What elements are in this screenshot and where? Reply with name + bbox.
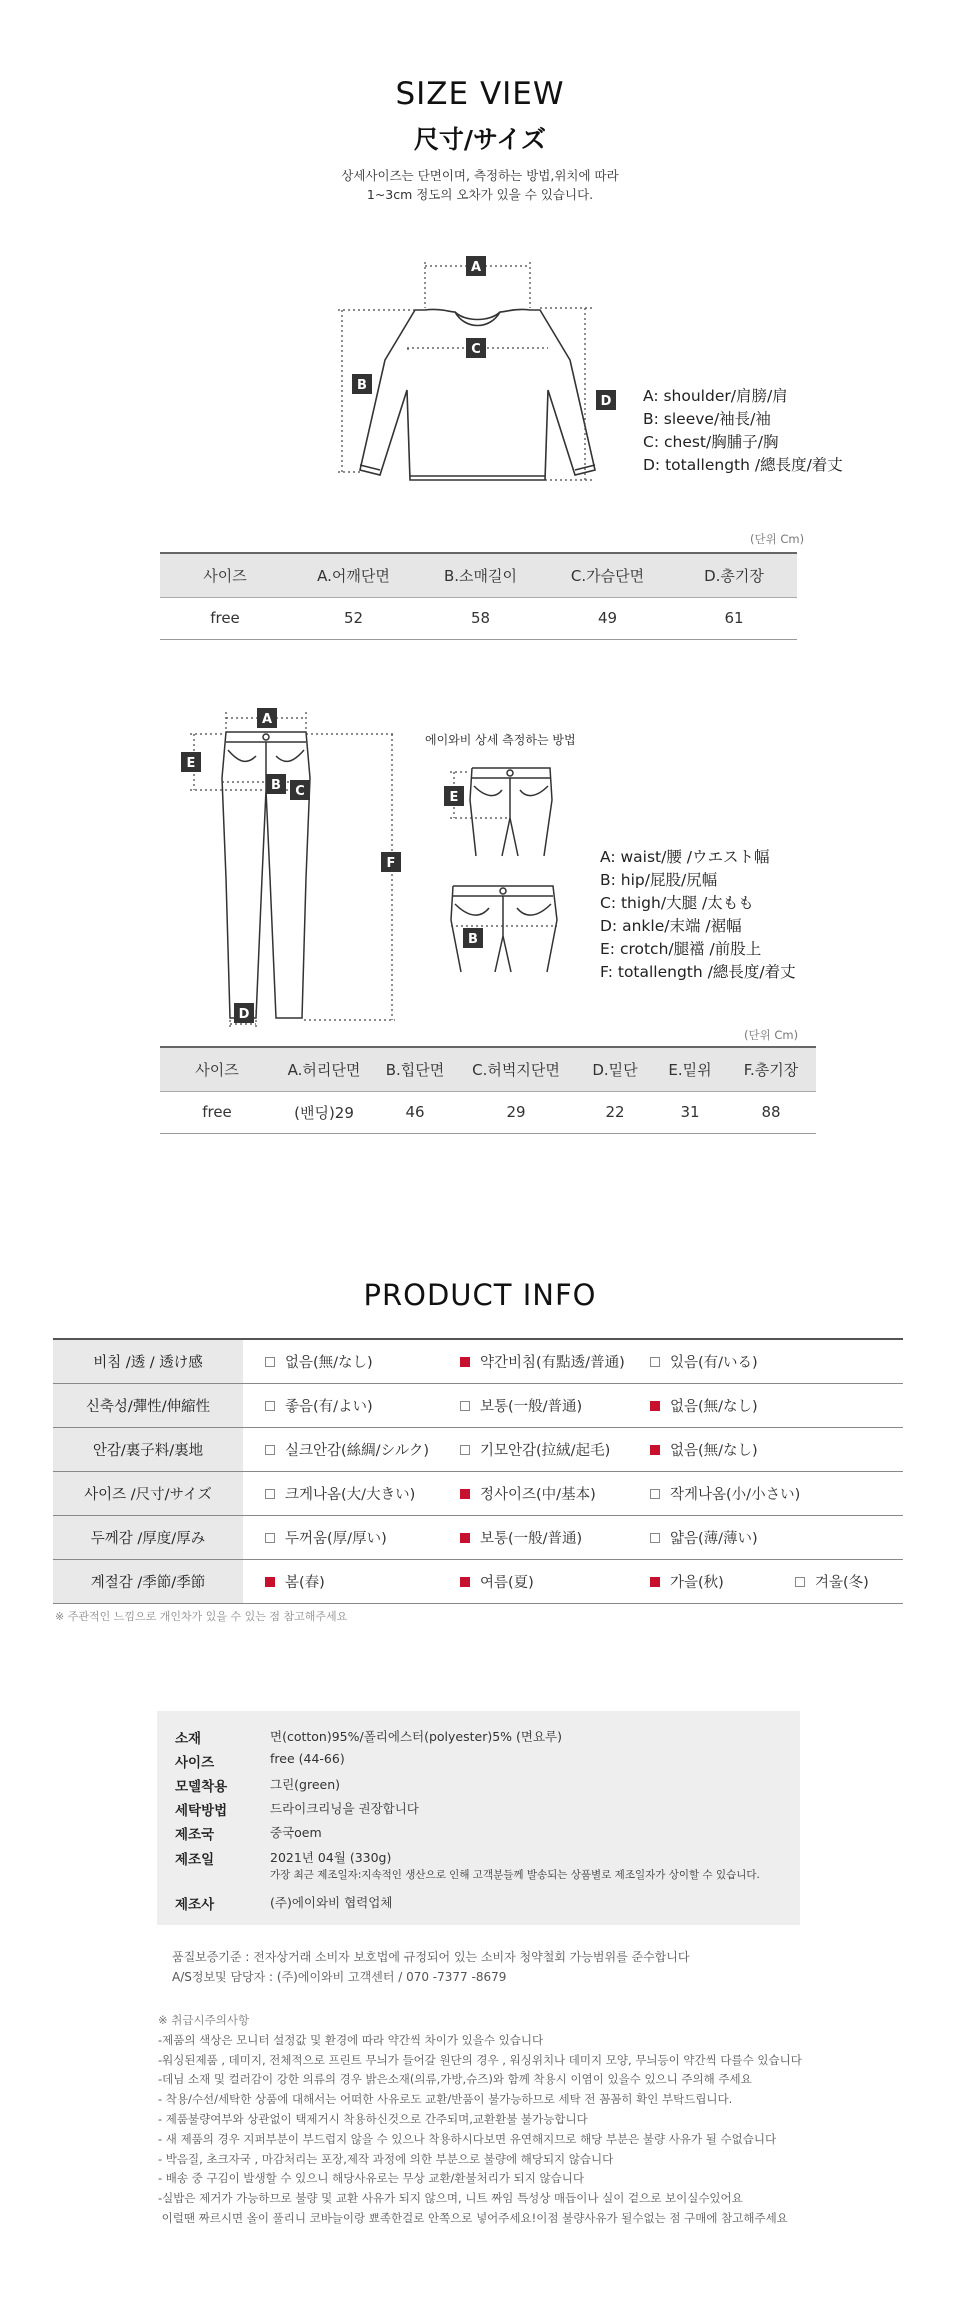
option-label: 약간비침(有點透/普通) [480, 1355, 625, 1371]
product-info-row [53, 1560, 903, 1604]
option-label: 보통(一般/普通) [480, 1531, 583, 1547]
product-info-row [53, 1428, 903, 1472]
care-notes [158, 2011, 802, 2229]
svg-text:E: E [449, 790, 459, 805]
pants-size-table [160, 1046, 816, 1134]
checked-box-icon [460, 1357, 470, 1367]
product-info-label: 두께감 /厚度/厚み [53, 1516, 243, 1559]
detail-marker-e [444, 786, 464, 806]
table-cell: 52 [290, 597, 417, 639]
guarantee-line: 품질보증기준 : 전자상거래 소비자 보호법에 규정되어 있는 소비자 청약철회 가능범위를 준수합니다 [172, 1950, 690, 1964]
table-cell: 61 [671, 597, 797, 639]
option-label: 실크안감(絲綢/シルク) [285, 1443, 430, 1459]
spec-key: 모델착용 [175, 1779, 228, 1795]
pants-marker-a [257, 708, 277, 728]
checked-box-icon [650, 1577, 660, 1587]
svg-text:C: C [471, 342, 481, 357]
product-info-option [265, 1351, 373, 1372]
svg-text:B: B [271, 778, 281, 793]
svg-text:F: F [386, 856, 396, 871]
svg-text:E: E [186, 756, 196, 771]
spec-key: 세탁방법 [175, 1803, 228, 1819]
table-header: 사이즈 [160, 553, 290, 597]
spec-value: 2021년 04월 (330g) [270, 1850, 392, 1865]
guarantee-line: A/S정보및 담당자 : (주)에이와비 고객센터 / 070 -7377 -8679 [172, 1970, 507, 1984]
table-header-row [160, 1047, 816, 1091]
svg-text:D: D [600, 394, 612, 409]
legend-item: B: hip/屁股/尻幅 [600, 871, 718, 889]
product-info-row [53, 1516, 903, 1560]
product-info-option [265, 1483, 415, 1504]
option-label: 작게나옴(小/小さい) [670, 1487, 801, 1503]
svg-text:B: B [357, 378, 367, 393]
product-info-option [650, 1439, 758, 1460]
legend-item: F: totallength /總長度/着丈 [600, 963, 796, 981]
legend-item: C: chest/胸脯子/胸 [643, 433, 779, 451]
product-info-option [265, 1439, 429, 1460]
table-header: A.허리단면 [274, 1047, 374, 1091]
table-cell: 58 [417, 597, 544, 639]
product-info-option [460, 1439, 610, 1460]
top-unit: (단위 Cm) [750, 532, 805, 546]
care-line: -워싱된제품 , 데미지, 전체적으로 프린트 무늬가 들어갈 원단의 경우 , 워싱위치나 데미지 모양, 무늬등이 약간씩 다를수 있습니다 [158, 2052, 802, 2067]
pants-marker-f [381, 852, 401, 872]
spec-row-date [175, 1848, 391, 1868]
legend-item: E: crotch/腿襠 /前股上 [600, 940, 762, 958]
checked-box-icon [650, 1445, 660, 1455]
unchecked-box-icon [265, 1401, 275, 1411]
size-view-subtitle: 尺寸/サイズ [413, 125, 547, 154]
unchecked-box-icon [460, 1401, 470, 1411]
care-line: -데님 소재 및 컬러감이 강한 의류의 경우 밝은소재(의류,가방,슈즈)와 함께 착용시 이염이 있을수 있으니 주의해 주세요 [158, 2072, 752, 2087]
product-info-option [650, 1571, 724, 1592]
table-cell: 49 [544, 597, 671, 639]
spec-value: 그린(green) [270, 1777, 341, 1792]
spec-date-note: 가장 최근 제조일자:지속적인 생산으로 인해 고객분들께 발송되는 상품별로 제조일자가 상이할 수 있습니다. [270, 1869, 760, 1881]
product-info-option [460, 1483, 596, 1504]
measure-method-note: 에이와비 상세 측정하는 방법 [425, 733, 576, 747]
table-header: C.허벅지단면 [456, 1047, 576, 1091]
legend-item: C: thigh/大腿 /太もも [600, 894, 754, 912]
table-header: F.총기장 [726, 1047, 816, 1091]
unchecked-box-icon [460, 1445, 470, 1455]
table-header: B.소매길이 [417, 553, 544, 597]
spec-value: 중국oem [270, 1825, 322, 1840]
product-info-option [265, 1395, 373, 1416]
spec-value: 드라이크리닝을 권장합니다 [270, 1801, 419, 1816]
product-info-option [460, 1351, 625, 1372]
top-marker-c [466, 338, 486, 358]
table-cell: free [160, 597, 290, 639]
option-label: 보통(一般/普通) [480, 1399, 583, 1415]
table-row [160, 1091, 816, 1133]
product-info-option [460, 1527, 582, 1548]
product-info-row [53, 1472, 903, 1516]
care-line: - 착용/수선/세탁한 상품에 대해서는 어떠한 사유로도 교환/반품이 불가능하므로 세탁 전 꼼꼼히 확인 부탁드립니다. [158, 2092, 733, 2107]
table-header-row [160, 553, 797, 597]
top-marker-a [466, 256, 486, 276]
pants-marker-e [181, 752, 201, 772]
unchecked-box-icon [265, 1357, 275, 1367]
svg-text:A: A [470, 260, 482, 275]
spec-value: free (44-66) [270, 1751, 345, 1766]
care-line: - 배송 중 구김이 발생할 수 있으니 해당사유로는 무상 교환/환불처리가 되지 않습니다 [158, 2171, 584, 2186]
pants-marker-b [266, 774, 286, 794]
product-info-label: 비침 /透 / 透け感 [53, 1340, 243, 1383]
unchecked-box-icon [650, 1357, 660, 1367]
svg-text:B: B [468, 932, 478, 947]
spec-row-washing [175, 1799, 419, 1819]
spec-row-material [175, 1727, 562, 1747]
top-marker-b [352, 374, 372, 394]
table-header: D.총기장 [671, 553, 797, 597]
spec-key: 사이즈 [175, 1755, 215, 1771]
unchecked-box-icon [650, 1489, 660, 1499]
table-cell: free [160, 1091, 274, 1133]
svg-text:D: D [238, 1007, 250, 1022]
crotch-detail-illustration [440, 760, 570, 860]
size-note-line2: 1~3cm 정도의 오차가 있을 수 있습니다. [366, 187, 594, 202]
legend-item: A: shoulder/肩膀/肩 [643, 387, 788, 405]
table-header: B.힙단면 [374, 1047, 456, 1091]
table-header: E.밑위 [654, 1047, 726, 1091]
unchecked-box-icon [265, 1533, 275, 1543]
option-label: 얇음(薄/薄い) [670, 1531, 758, 1547]
option-label: 없음(無/なし) [670, 1399, 758, 1415]
checked-box-icon [460, 1577, 470, 1587]
legend-item: D: ankle/末端 /裾幅 [600, 917, 742, 935]
product-info-option [460, 1395, 582, 1416]
option-label: 정사이즈(中/基本) [480, 1487, 596, 1503]
top-illustration [330, 250, 630, 495]
product-info-option [650, 1483, 800, 1504]
checked-box-icon [650, 1401, 660, 1411]
spec-key: 제조일 [175, 1852, 215, 1868]
option-label: 봄(春) [285, 1575, 325, 1591]
spec-value: (주)에이와비 협력업체 [270, 1895, 393, 1910]
legend-item: A: waist/腰 /ウエスト幅 [600, 848, 770, 866]
checked-box-icon [460, 1533, 470, 1543]
checked-box-icon [265, 1577, 275, 1587]
pants-unit: (단위 Cm) [744, 1028, 799, 1042]
option-label: 크게나옴(大/大きい) [285, 1487, 416, 1503]
option-label: 여름(夏) [480, 1575, 534, 1591]
option-label: 있음(有/いる) [670, 1355, 758, 1371]
option-label: 두꺼움(厚/厚い) [285, 1531, 387, 1547]
spec-row-maker [175, 1893, 392, 1913]
option-label: 가을(秋) [670, 1575, 724, 1591]
table-header: A.어깨단면 [290, 553, 417, 597]
table-cell: 22 [576, 1091, 654, 1133]
spec-row-size [175, 1751, 345, 1771]
care-line: - 새 제품의 경우 지퍼부분이 부드럽지 않을 수 있으나 착용하시다보면 유연해지므로 해당 부분은 불량 사유가 될 수없습니다 [158, 2131, 777, 2146]
care-title: ※ 취급시주의사항 [158, 2013, 250, 2027]
svg-text:A: A [261, 712, 273, 727]
size-note-line1: 상세사이즈는 단면이며, 측정하는 방법,위치에 따라 [341, 168, 619, 183]
care-line: 이럴땐 짜르시면 올이 풀리니 코바늘이랑 뾰족한걸로 안쪽으로 넣어주세요!이점 불량사유가 될수없는 점 구매에 참고해주세요 [158, 2210, 788, 2225]
unchecked-box-icon [795, 1577, 805, 1587]
care-line: -실밥은 제거가 가능하므로 불량 및 교환 사유가 되지 않으며, 니트 짜임 특성상 매듭이나 실이 겉으로 보이실수있어요 [158, 2191, 743, 2206]
table-cell: (밴딩)29 [274, 1091, 374, 1133]
size-view-title: SIZE VIEW [395, 76, 565, 112]
spec-row-country [175, 1823, 322, 1843]
care-line: - 박음질, 초크자국 , 마감처리는 포장,제작 과정에 의한 부분으로 불량에 해당되지 않습니다 [158, 2151, 614, 2166]
product-info-option [265, 1527, 387, 1548]
pants-legend [600, 846, 796, 984]
table-cell: 29 [456, 1091, 576, 1133]
detail-marker-b [463, 928, 483, 948]
care-line: -제품의 색상은 모니터 설정값 및 환경에 따라 약간씩 차이가 있을수 있습니다 [158, 2032, 544, 2047]
product-info-row [53, 1340, 903, 1384]
product-info-label: 안감/裏子料/裏地 [53, 1428, 243, 1471]
table-cell: 31 [654, 1091, 726, 1133]
product-info-option [265, 1571, 325, 1592]
hip-detail-illustration [447, 880, 567, 975]
spec-key: 소재 [175, 1731, 202, 1747]
checked-box-icon [460, 1489, 470, 1499]
table-header: C.가슴단면 [544, 553, 671, 597]
unchecked-box-icon [265, 1489, 275, 1499]
option-label: 겨울(冬) [815, 1575, 869, 1591]
product-info-title: PRODUCT INFO [363, 1278, 597, 1312]
option-label: 없음(無/なし) [670, 1443, 758, 1459]
unchecked-box-icon [650, 1533, 660, 1543]
table-cell: 88 [726, 1091, 816, 1133]
option-label: 없음(無/なし) [285, 1355, 373, 1371]
pants-marker-c [290, 780, 310, 800]
pants-illustration [170, 698, 410, 1030]
table-header: D.밑단 [576, 1047, 654, 1091]
product-info-label: 신축성/彈性/伸縮性 [53, 1384, 243, 1427]
table-row [160, 597, 797, 639]
product-info-option [650, 1527, 758, 1548]
product-info-option [650, 1351, 758, 1372]
svg-text:C: C [295, 784, 305, 799]
guarantee-info [172, 1947, 689, 1987]
spec-value: 면(cotton)95%/폴리에스터(polyester)5% (면요루) [270, 1729, 563, 1744]
product-info-label: 사이즈 /尺寸/サイズ [53, 1472, 243, 1515]
product-info-option [650, 1395, 758, 1416]
top-marker-d [596, 390, 616, 410]
spec-row-model [175, 1775, 340, 1795]
table-header: 사이즈 [160, 1047, 274, 1091]
table-cell: 46 [374, 1091, 456, 1133]
top-legend [643, 385, 843, 477]
spec-key: 제조국 [175, 1827, 215, 1843]
care-line: - 제품불량여부와 상관없이 택제거시 착용하신것으로 간주되며,교환환불 불가능합니다 [158, 2111, 588, 2126]
option-label: 기모안감(拉絨/起毛) [480, 1443, 611, 1459]
product-info-label: 계절감 /季節/季節 [53, 1560, 243, 1603]
pants-marker-d [234, 1003, 254, 1023]
product-info-option [795, 1571, 869, 1592]
spec-key: 제조사 [175, 1897, 215, 1913]
spec-box [157, 1711, 800, 1925]
option-label: 좋음(有/よい) [285, 1399, 373, 1415]
legend-item: D: totallength /總長度/着丈 [643, 456, 843, 474]
product-info-disclaimer: ※ 주관적인 느낌으로 개인차가 있을 수 있는 점 참고해주세요 [55, 1610, 348, 1623]
top-size-table [160, 552, 797, 640]
unchecked-box-icon [265, 1445, 275, 1455]
product-info-option [460, 1571, 534, 1592]
legend-item: B: sleeve/袖長/袖 [643, 410, 771, 428]
product-info-row [53, 1384, 903, 1428]
